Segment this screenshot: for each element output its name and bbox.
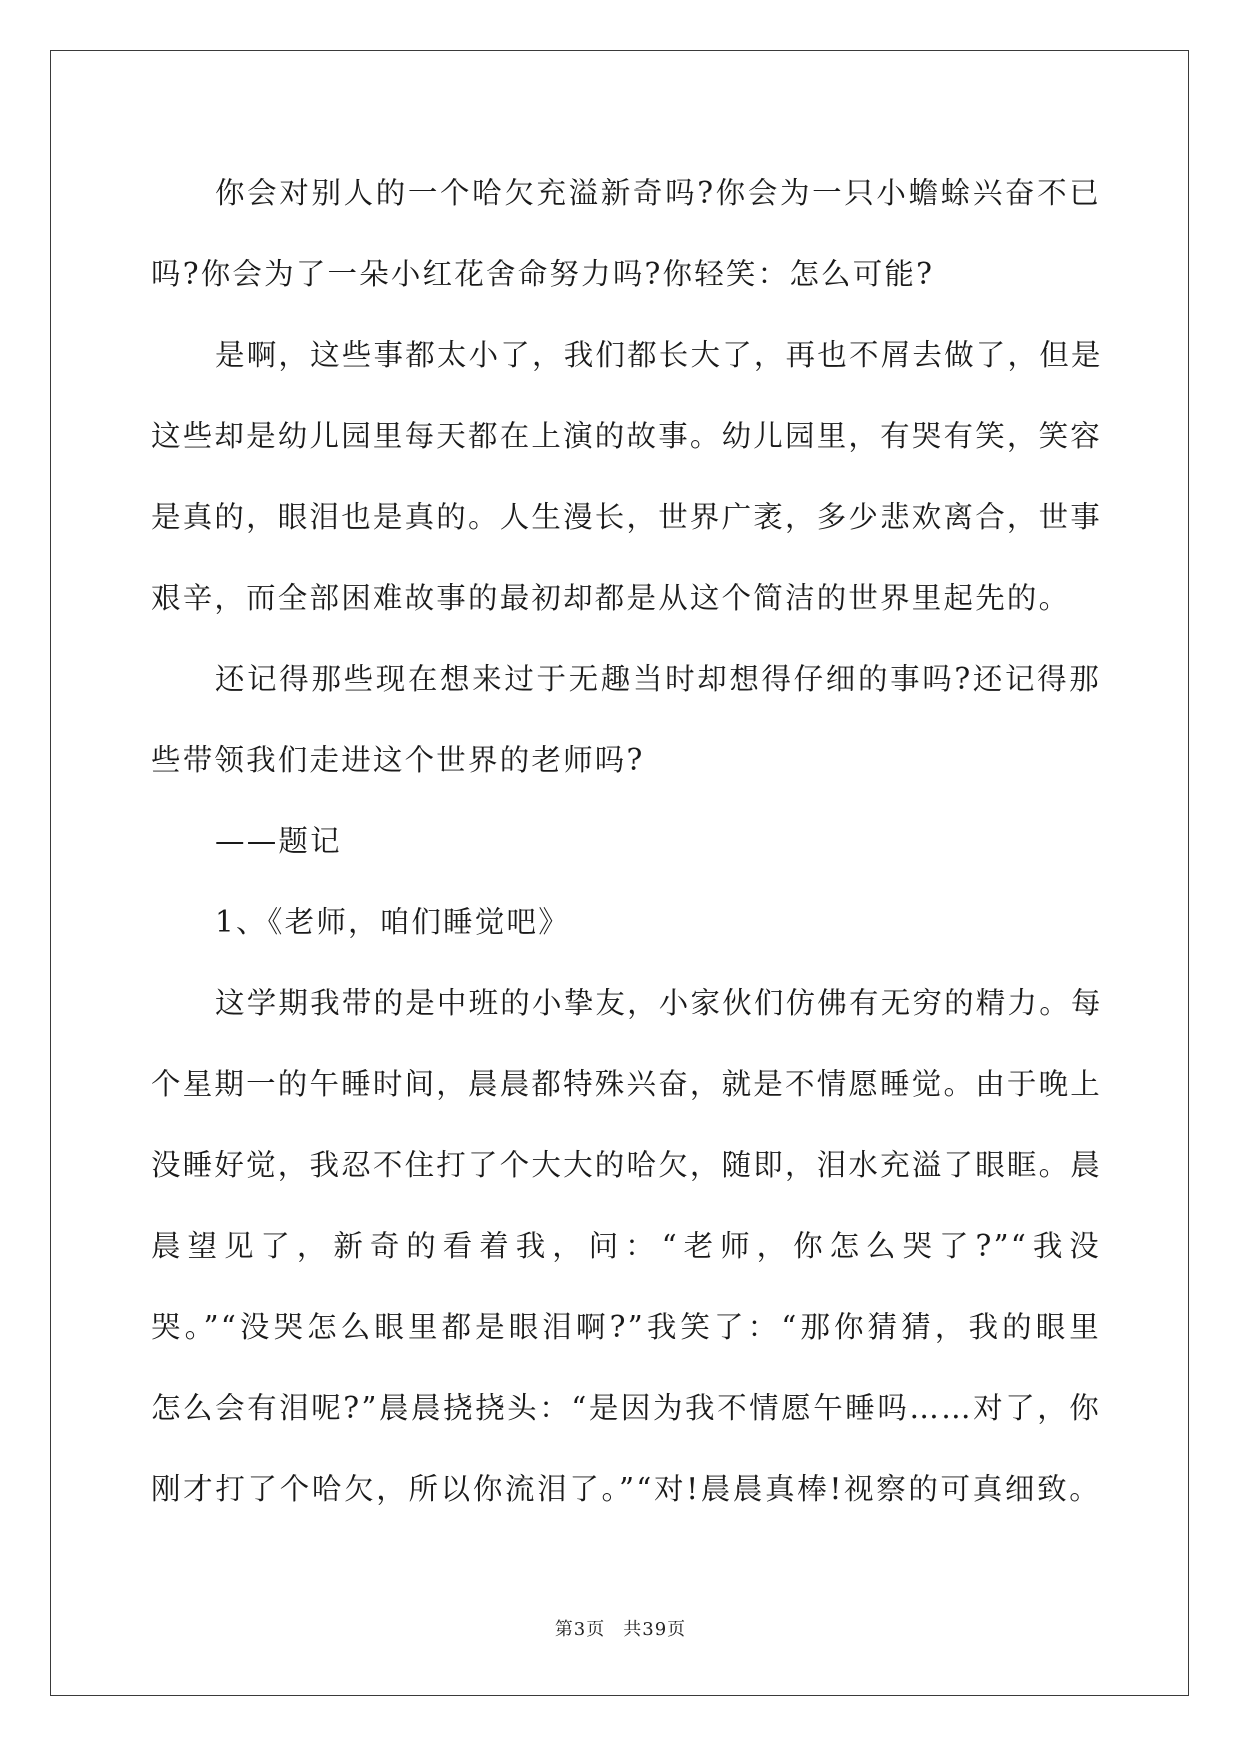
paragraph-line: 刚才打了个哈欠，所以你流泪了。”“对!晨晨真棒!视察的可真细致。 — [151, 1472, 1101, 1506]
paragraph-line: 是啊，这些事都太小了，我们都长大了，再也不屑去做了，但是 — [215, 338, 1103, 372]
page-footer — [0, 1615, 1241, 1641]
paragraph-line: 这些却是幼儿园里每天都在上演的故事。幼儿园里，有哭有笑，笑容 — [151, 419, 1103, 453]
paragraph-line: 个星期一的午睡时间，晨晨都特殊兴奋，就是不情愿睡觉。由于晚上 — [151, 1067, 1103, 1101]
paragraph-line: 怎么会有泪呢?”晨晨挠挠头：“是因为我不情愿午睡吗……对了，你 — [151, 1391, 1101, 1425]
paragraph-line: 是真的，眼泪也是真的。人生漫长，世界广袤，多少悲欢离合，世事 — [151, 500, 1103, 534]
page-number: 第3页 — [554, 1619, 606, 1640]
paragraph-line: 没睡好觉，我忍不住打了个大大的哈欠，随即，泪水充溢了眼眶。晨 — [151, 1148, 1103, 1182]
paragraph-line: 些带领我们走进这个世界的老师吗? — [151, 743, 645, 777]
paragraph-line: 晨望见了，新奇的看着我，问：“老师，你怎么哭了?”“我没 — [151, 1229, 1101, 1263]
paragraph-line: 哭。”“没哭怎么眼里都是眼泪啊?”我笑了：“那你猜猜，我的眼里 — [151, 1310, 1101, 1344]
document-body — [151, 163, 1101, 1540]
paragraph-line: 这学期我带的是中班的小挚友，小家伙们仿佛有无穷的精力。每 — [215, 986, 1103, 1020]
epigraph-attribution: ——题记 — [215, 824, 342, 858]
paragraph-line: 还记得那些现在想来过于无趣当时却想得仔细的事吗?还记得那 — [215, 662, 1101, 696]
page-total: 共39页 — [623, 1619, 687, 1640]
paragraph-line: 艰辛，而全部困难故事的最初却都是从这个简洁的世界里起先的。 — [151, 581, 1071, 615]
paragraph-line: 吗?你会为了一朵小红花舍命努力吗?你轻笑：怎么可能? — [151, 257, 935, 291]
paragraph-line: 你会对别人的一个哈欠充溢新奇吗?你会为一只小蟾蜍兴奋不已 — [215, 176, 1101, 210]
section-heading: 1、《老师，咱们睡觉吧》 — [215, 905, 570, 939]
